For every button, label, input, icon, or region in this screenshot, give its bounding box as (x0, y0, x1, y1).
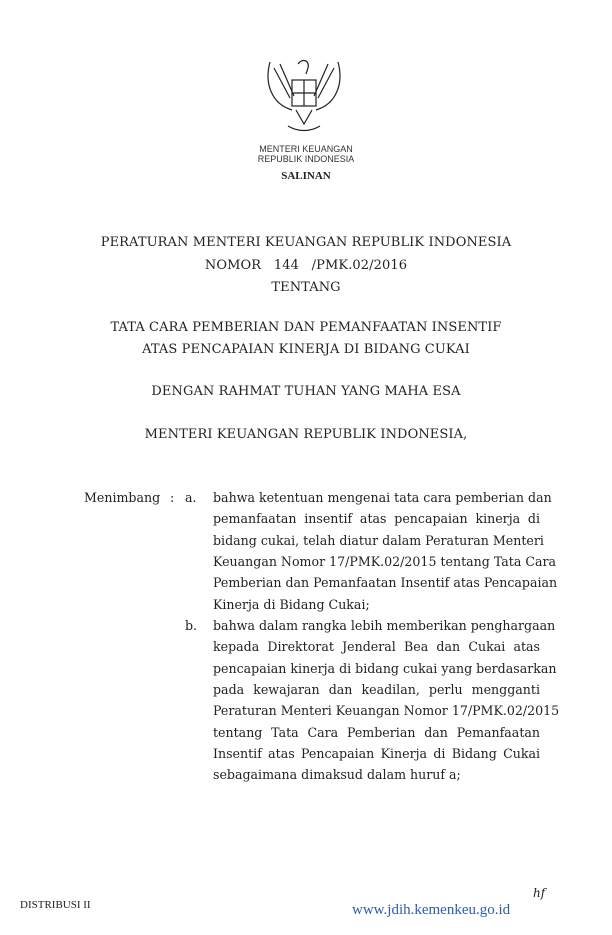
item-a-line: pemanfaatan insentif atas pencapaian kinerja di (213, 511, 540, 527)
ministry-line2: REPUBLIK INDONESIA (257, 154, 355, 164)
item-b-line: Insentif atas Pencapaian Kinerja di Bidang Cukai (213, 745, 540, 761)
item-a-line: bidang cukai, telah diatur dalam Peraturan Menteri (213, 532, 544, 548)
authority: MENTERI KEUANGAN REPUBLIK INDONESIA, (144, 427, 468, 442)
item-b-line: kepada Direktorat Jenderal Bea dan Cukai atas (213, 639, 540, 655)
item-a-line: Keuangan Nomor 17/PMK.02/2015 tentang Tata Cara (213, 553, 557, 569)
item-b-line: pencapaian kinerja di bidang cukai yang berdasarkan (213, 660, 557, 676)
item-a-line: Kinerja di Bidang Cukai; (213, 596, 370, 612)
about-heading: TENTANG (271, 280, 341, 295)
regulation-title: PERATURAN MENTERI KEUANGAN REPUBLIK INDONESIA (100, 235, 512, 250)
subject-line2: ATAS PENCAPAIAN KINERJA DI BIDANG CUKAI (142, 342, 470, 357)
regulation-number: NOMOR 144 /PMK.02/2016 (204, 258, 408, 273)
subject-line1: TATA CARA PEMBERIAN DAN PEMANFAATAN INSENTIF (110, 320, 502, 335)
paraf-initials: hf (533, 886, 546, 900)
item-b-line: bahwa dalam rangka lebih memberikan penghargaan (213, 618, 556, 633)
considering-label: Menimbang (84, 490, 161, 505)
salinan-stamp: SALINAN (281, 170, 331, 182)
item-b-line: tentang Tata Cara Pemberian dan Pemanfaatan (213, 724, 540, 740)
ministry-line1: MENTERI KEUANGAN (259, 144, 353, 154)
item-b-line: Peraturan Menteri Keuangan Nomor 17/PMK.02/2015 (213, 703, 560, 719)
item-b-line: pada kewajaran dan keadilan, perlu mengganti (213, 681, 540, 697)
item-a-line: Pemberian dan Pemanfaatan Insentif atas Pencapaian (213, 575, 558, 591)
item-b-marker: b. (185, 618, 198, 633)
blessing: DENGAN RAHMAT TUHAN YANG MAHA ESA (151, 384, 461, 399)
distribution-label: DISTRIBUSI II (20, 899, 91, 911)
item-b-line: sebagaimana dimaksud dalam huruf a; (213, 767, 461, 783)
jdih-link[interactable]: www.jdih.kemenkeu.go.id (352, 902, 511, 918)
item-a-line: bahwa ketentuan mengenai tata cara pemberian dan (213, 490, 552, 505)
item-a-marker: a. (185, 490, 197, 505)
garuda-emblem-icon (262, 54, 346, 138)
considering-colon: : (170, 490, 175, 505)
